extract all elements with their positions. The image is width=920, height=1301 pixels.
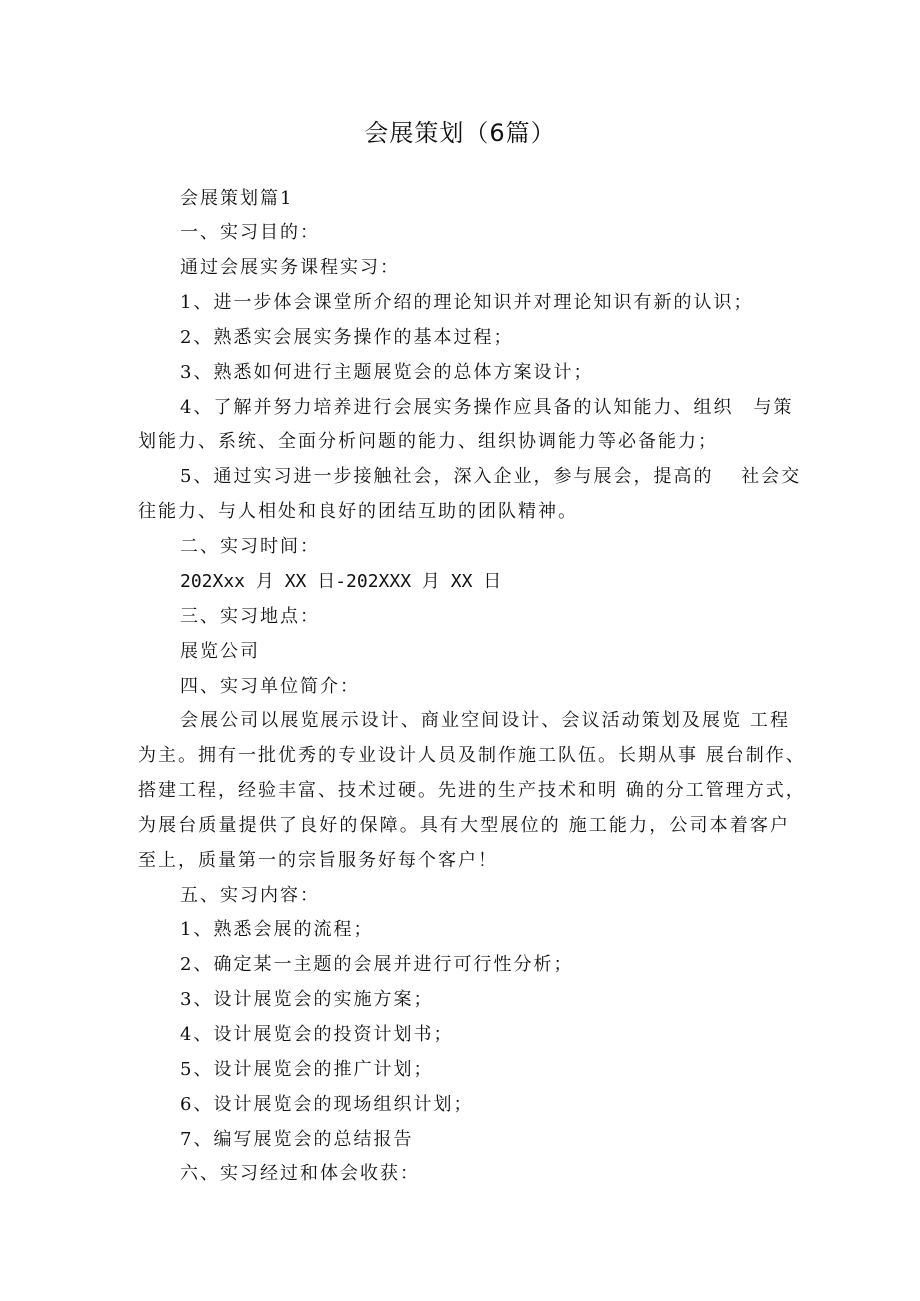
paragraph-line: 一、实习目的： — [180, 222, 320, 243]
paragraph-line: 展览公司 — [180, 641, 260, 662]
list-item: 7、编写展览会的总结报告 — [180, 1129, 414, 1150]
list-item: 5、设计展览会的推广计划； — [180, 1059, 434, 1080]
paragraph-line: 会展公司以展览展示设计、商业空间设计、会议活动策划及展览 工程 — [180, 710, 790, 731]
paragraph-line: 划能力、系统、全面分析问题的能力、组织协调能力等必备能力； — [138, 431, 718, 452]
list-item: 3、设计展览会的实施方案； — [180, 989, 434, 1010]
paragraph-line: 往能力、与人相处和良好的团结互助的团队精神。 — [138, 501, 578, 522]
list-item: 4、设计展览会的投资计划书； — [180, 1024, 454, 1045]
paragraph-line: 通过会展实务课程实习： — [180, 257, 400, 278]
paragraph-line: 4、了解并努力培养进行会展实务操作应具备的认知能力、组织 与策 — [180, 397, 794, 418]
paragraph-line: 5、通过实习进一步接触社会，深入企业，参与展会，提高的 社会交 — [180, 466, 802, 487]
paragraph-line: 2、熟悉实会展实务操作的基本过程； — [180, 327, 514, 348]
paragraph-line: 为展台质量提供了良好的保障。具有大型展位的 施工能力，公司本着客户 — [138, 815, 790, 836]
document-title: 会展策划（6篇） — [364, 119, 556, 147]
paragraph-line: 三、实习地点： — [180, 606, 320, 627]
paragraph-line: 至上，质量第一的宗旨服务好每个客户！ — [138, 850, 498, 871]
paragraph-line: 六、实习经过和体会收获： — [180, 1163, 420, 1184]
section-heading: 会展策划篇1 — [180, 188, 294, 209]
paragraph-line: 3、熟悉如何进行主题展览会的总体方案设计； — [180, 362, 594, 383]
paragraph-line: 202Xxx 月 XX 日-202XXX 月 XX 日 — [180, 571, 502, 592]
paragraph-line: 1、进一步体会课堂所介绍的理论知识并对理论知识有新的认识； — [180, 292, 754, 313]
paragraph-line: 搭建工程，经验丰富、技术过硬。先进的生产技术和明 确的分工管理方式， — [138, 780, 806, 801]
list-item: 2、确定某一主题的会展并进行可行性分析； — [180, 954, 574, 975]
paragraph-line: 五、实习内容： — [180, 885, 320, 906]
list-item: 6、设计展览会的现场组织计划； — [180, 1094, 474, 1115]
paragraph-line: 二、实习时间： — [180, 536, 320, 557]
paragraph-line: 四、实习单位简介： — [180, 676, 360, 697]
paragraph-line: 为主。拥有一批优秀的专业设计人员及制作施工队伍。长期从事 展台制作、 — [138, 745, 806, 766]
list-item: 1、熟悉会展的流程； — [180, 919, 374, 940]
